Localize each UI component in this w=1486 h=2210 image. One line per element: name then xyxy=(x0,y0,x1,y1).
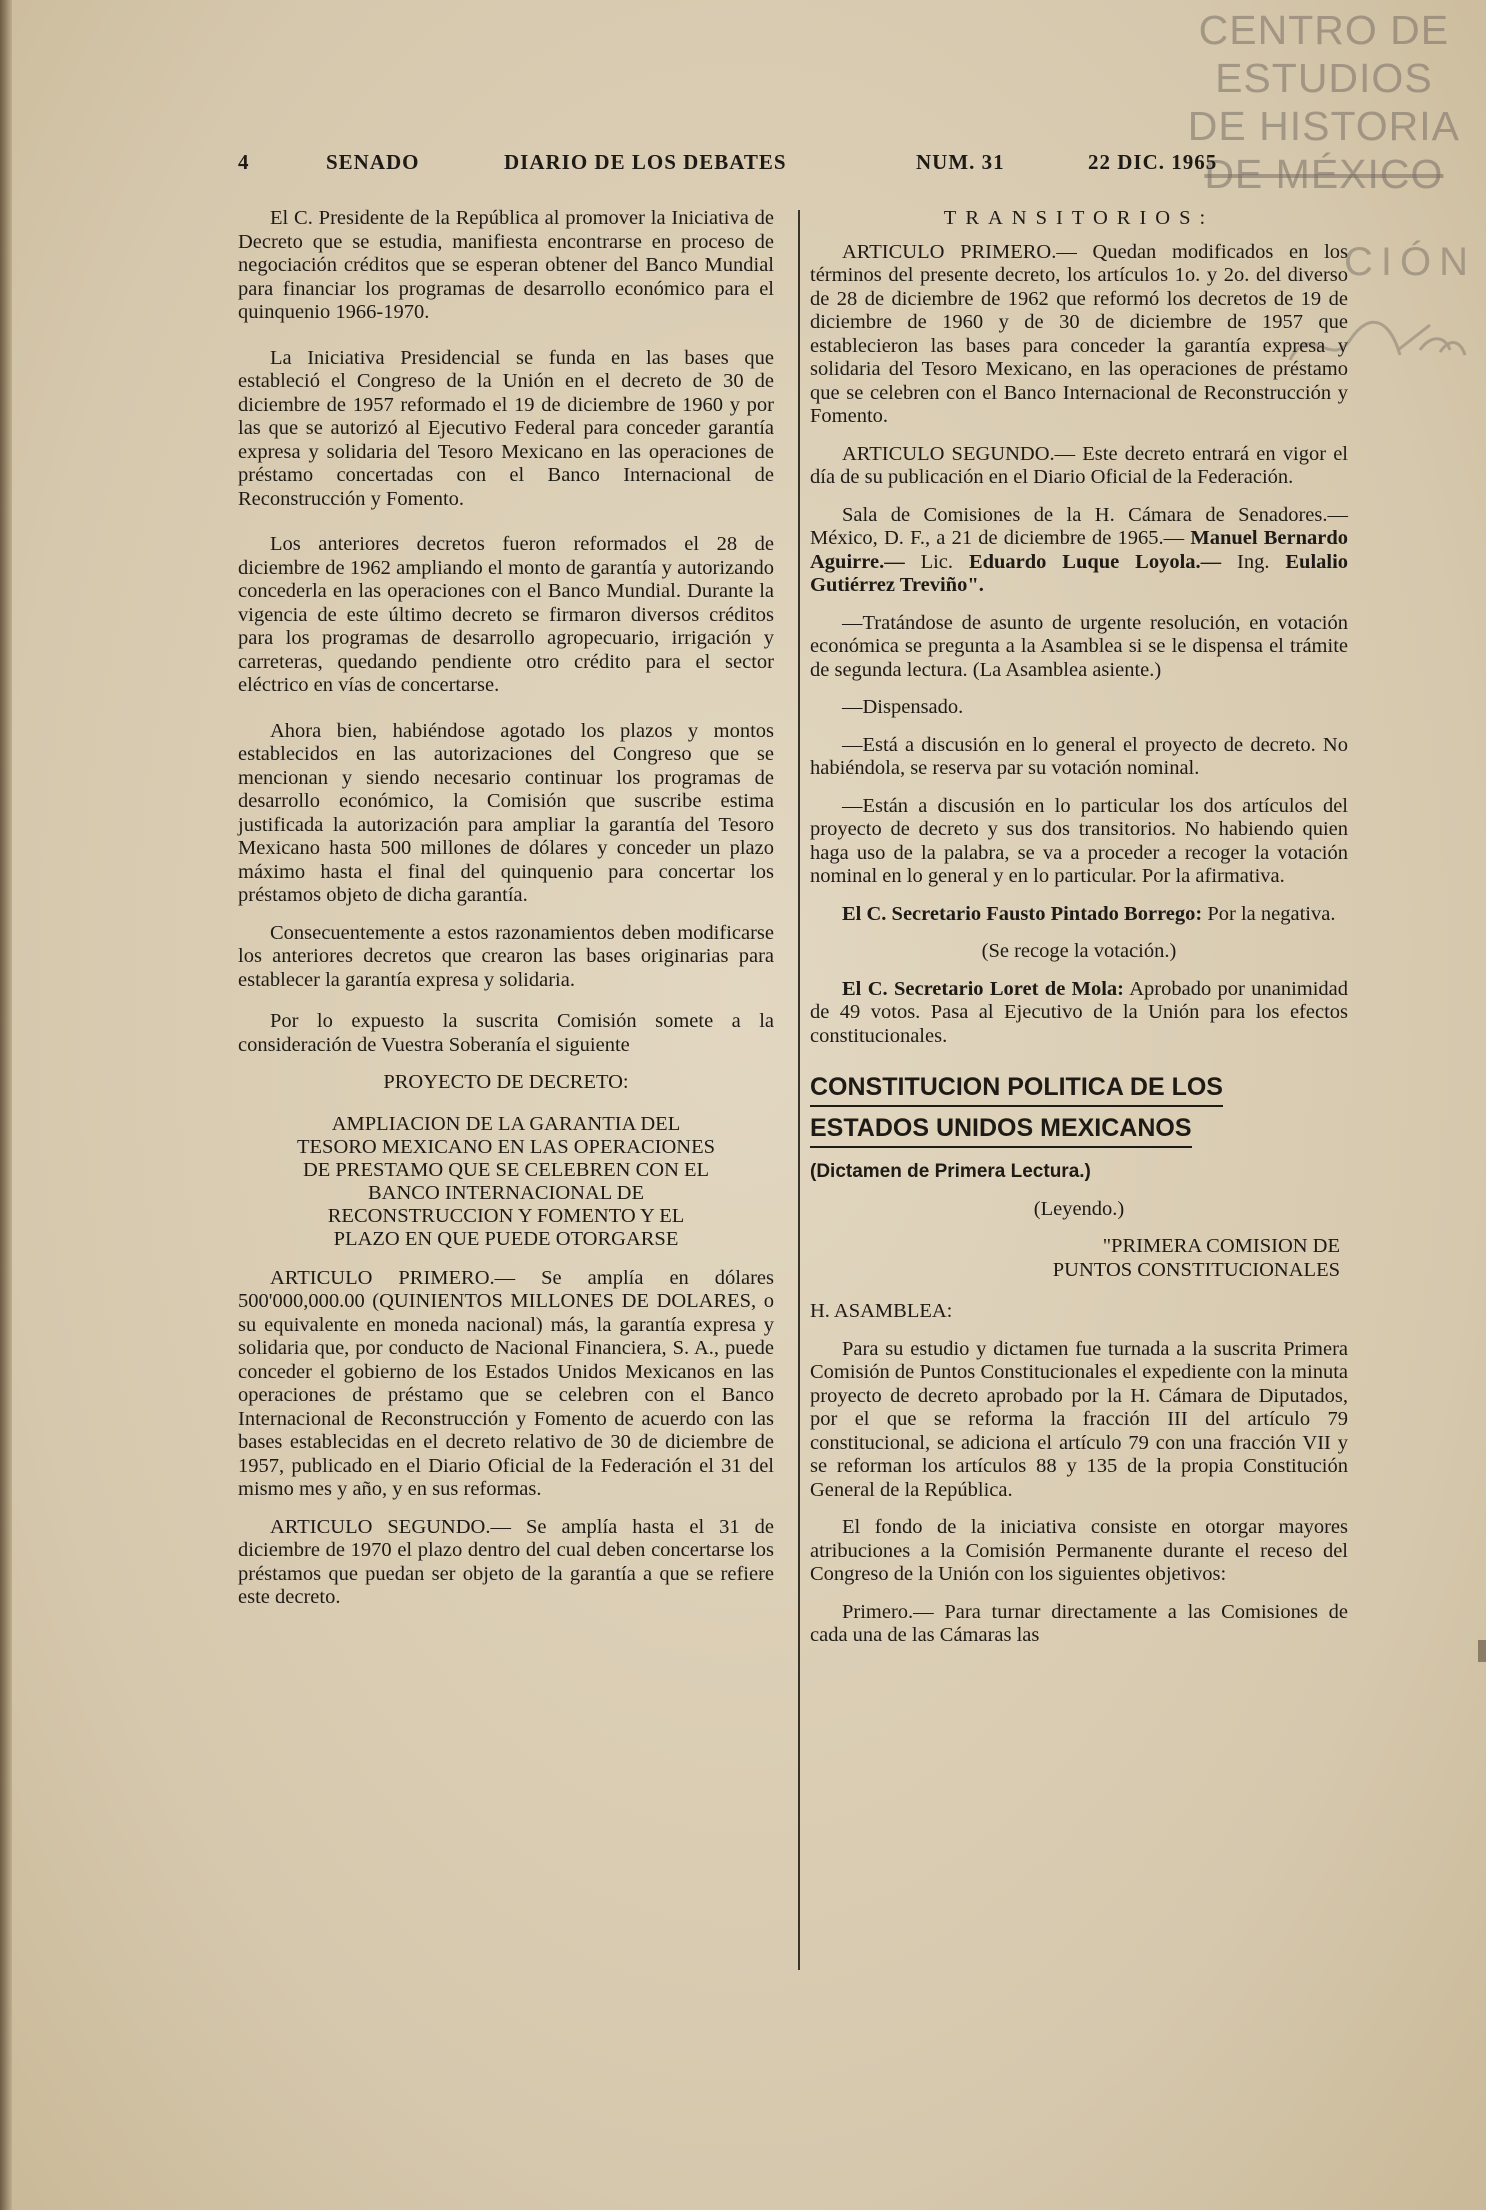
paragraph: Los anteriores decretos fueron reformados el 28 de diciembre de 1962 ampliando el monto de garantía y autorizando concederla en las operaciones con el Banco Mundial. Durante la vigencia de este último decreto se firmaron diversos créditos para los programas de desarrollo agropecuario, irrigación y carreteras, quedando pendiente otro crédito para el sector eléctrico en vías de concertarse. xyxy=(238,533,774,696)
secretary-statement xyxy=(810,903,1348,927)
watermark-line: CENTRO DE xyxy=(1198,7,1450,53)
watermark-line: DE HISTORIA xyxy=(1187,103,1460,149)
decree-title-line: TESORO MEXICANO EN LAS OPERACIONES xyxy=(297,1135,715,1158)
section-title-line: ESTADOS UNIDOS MEXICANOS xyxy=(810,1107,1192,1148)
chamber-name: SENADO xyxy=(326,150,420,174)
article-one: ARTICULO PRIMERO.— Se amplía en dólares 500'000,000.00 (QUINIENTOS MILLONES DE DOLARES, o su equivalente en moneda nacional) más, la garantía expresa y solidaria que, por conducto de Nacional Financiera, S. A., puede conceder el gobierno de los Estados Unidos Mexicanos en las operaciones de préstamo que se celebren con el Banco Internacional de Reconstrucción y Fomento de acuerdo con las bases establecidas en el decreto relativo de 30 de diciembre de 1957, publicado en el Diario Oficial de la Federación el 31 del mismo mes y año, y en sus reformas. xyxy=(238,1266,774,1500)
article-two: ARTICULO SEGUNDO.— Se amplía hasta el 31 de diciembre de 1970 el plazo dentro del cual deben concertarse los préstamos que puedan ser objeto de la garantía a que se refiere este decreto. xyxy=(238,1515,774,1608)
transitory-article-one: ARTICULO PRIMERO.— Quedan modificados en los términos del presente decreto, los artículos 1o. y 2o. del diverso de 28 de diciembre de 1962 que reformó los decretos de 19 de diciembre de 1960 y de 30 de diciembre de 1957 que establecieron las bases para conceder la garantía expresa y solidaria del Tesoro Mexicano, en las operaciones de préstamo que se celebren con el Banco Internacional de Reconstrucción y Fomento. xyxy=(810,240,1348,427)
watermark-line: DE MÉXICO xyxy=(1204,151,1444,197)
watermark-line: ESTUDIOS xyxy=(1215,55,1433,101)
commission-line: PUNTOS CONSTITUCIONALES xyxy=(1052,1258,1340,1281)
decree-title-line: RECONSTRUCCION Y FOMENTO Y EL xyxy=(327,1204,685,1227)
decree-title-line: BANCO INTERNACIONAL DE xyxy=(368,1181,644,1204)
section-title-line: CONSTITUCION POLITICA DE LOS xyxy=(810,1066,1223,1107)
paragraph: El fondo de la iniciativa consiste en otorgar mayores atribuciones a la Comisión Permanente durante el receso del Congreso de la Unión con los siguientes objetivos: xyxy=(810,1516,1348,1585)
decree-title-line: AMPLIACION DE LA GARANTIA DEL xyxy=(331,1112,681,1135)
paragraph: El C. Presidente de la República al promover la Iniciativa de Decreto que se estudia, manifiesta encontrarse en proceso de negociación créditos que se esperan obtener del Banco Mundial para financiar los programas de desarrollo económico para el quinquenio 1966-1970. xyxy=(238,207,774,323)
debate-paragraph: —Están a discusión en lo particular los dos artículos del proyecto de decreto y sus dos transitorios. No habiendo quien haga uso de la palabra, se va a proceder a recoger la votación nominal en lo general y en lo particular. Por la afirmativa. xyxy=(810,794,1348,887)
debate-paragraph: —Tratándose de asunto de urgente resolución, en votación económica se pregunta a la Asamblea si se le dispensa el trámite de segunda lectura. (La Asamblea asiente.) xyxy=(810,611,1348,681)
decree-title xyxy=(238,1113,774,1251)
secretary-text: Aprobado por unanimidad de 49 votos. Pasa al Ejecutivo de la Unión para los efectos constitucionales. xyxy=(810,977,1349,1047)
debate-paragraph: —Está a discusión en lo general el proyecto de decreto. No habiéndola, se reserva par su votación nominal. xyxy=(810,733,1348,779)
section-heading xyxy=(810,1066,1348,1148)
sala-text: Sala de Comisiones de la H. Cámara de Senadores.— México, D. F., a 21 de diciembre de 1965.— xyxy=(810,503,1348,549)
left-column xyxy=(238,207,774,1624)
secretary-name: El C. Secretario Loret de Mola: xyxy=(842,977,1125,1000)
secretary-name: El C. Secretario Fausto Pintado Borrego: xyxy=(842,902,1203,925)
paragraph: La Iniciativa Presidencial se funda en las bases que estableció el Congreso de la Unión en el decreto de 30 de diciembre de 1957 reformado el 19 de diciembre de 1960 y por las que se autorizó al Ejecutivo Federal para conceder garantía expresa y solidaria del Tesoro Mexicano en las operaciones de préstamo concertadas con el Banco Internacional de Reconstrucción y Fomento. xyxy=(238,346,774,510)
publication-title: DIARIO DE LOS DEBATES xyxy=(504,150,787,174)
secretary-text: Por la negativa. xyxy=(1207,902,1336,925)
paragraph: Ahora bien, habiéndose agotado los plazos y montos establecidos en las autorizaciones del Congreso que se mencionan y siendo necesario continuar los programas de desarrollo económico, la Comisión que suscribe estima justificada la autorización para ampliar la garantía del Tesoro Mexicano hasta 500 millones de dólares y conceder un plazo máximo hasta el final del quinquenio para concertar los préstamos objeto de dicha garantía. xyxy=(238,719,774,906)
paragraph: Consecuentemente a estos razonamientos deben modificarse los anteriores decretos que crearon las bases originarias para establecer la garantía expresa y solidaria. xyxy=(238,921,774,991)
title-prefix: Lic. xyxy=(920,550,954,573)
debate-paragraph: —Dispensado. xyxy=(842,696,964,718)
commission-heading xyxy=(810,1235,1348,1282)
column-divider xyxy=(798,210,800,1970)
edge-mark xyxy=(1478,1640,1486,1662)
signatures-paragraph xyxy=(810,504,1348,598)
dictamen-subtitle: (Dictamen de Primera Lectura.) xyxy=(810,1161,1091,1182)
paragraph: Primero.— Para turnar directamente a las Comisiones de cada una de las Cámaras las xyxy=(810,1600,1348,1646)
proyecto-heading: PROYECTO DE DECRETO: xyxy=(383,1071,629,1093)
paragraph: Por lo expuesto la suscrita Comisión somete a la consideración de Vuestra Soberanía el siguiente xyxy=(238,1010,774,1056)
page-header xyxy=(238,150,1238,184)
signatory-name: Manuel Bernardo Aguirre.— xyxy=(810,527,1349,573)
page-number: 4 xyxy=(238,150,250,174)
decree-title-line: DE PRESTAMO QUE SE CELEBREN CON EL xyxy=(302,1158,710,1181)
transitorios-heading: TRANSITORIOS: xyxy=(943,207,1215,229)
transitory-article-two: ARTICULO SEGUNDO.— Este decreto entrará en vigor el día de su publicación en el Diario Oficial de la Federación. xyxy=(810,442,1348,488)
secretary-statement xyxy=(810,978,1348,1049)
commission-line: "PRIMERA COMISION DE xyxy=(1102,1235,1340,1257)
issue-date: 22 DIC. 1965 xyxy=(1088,150,1218,174)
page-edge xyxy=(0,0,12,2210)
watermark-fragment: CIÓN xyxy=(1344,240,1476,284)
paragraph: Para su estudio y dictamen fue turnada a la suscrita Primera Comisión de Puntos Constitucionales el expediente con la minuta proyecto de decreto aprobado por la H. Cámara de Diputados, por el que se reforma la fracción III del artículo 79 constitucional, se adiciona el artículo 79 con una fracción VII y se reforman los artículos 88 y 135 de la propia Constitución General de la República. xyxy=(810,1337,1348,1501)
right-column xyxy=(810,207,1348,1662)
signatory-name: Eulalio Gutiérrez Treviño". xyxy=(810,550,1349,596)
salutation: H. ASAMBLEA: xyxy=(810,1300,953,1322)
leyendo-note: (Leyendo.) xyxy=(1033,1197,1125,1220)
vote-note: (Se recoge la votación.) xyxy=(981,940,1177,962)
title-prefix: Ing. xyxy=(1237,550,1270,573)
signatory-name: Eduardo Luque Loyola.— xyxy=(968,550,1222,573)
decree-title-line: PLAZO EN QUE PUEDE OTORGARSE xyxy=(333,1227,679,1250)
issue-number: NUM. 31 xyxy=(916,150,1005,174)
